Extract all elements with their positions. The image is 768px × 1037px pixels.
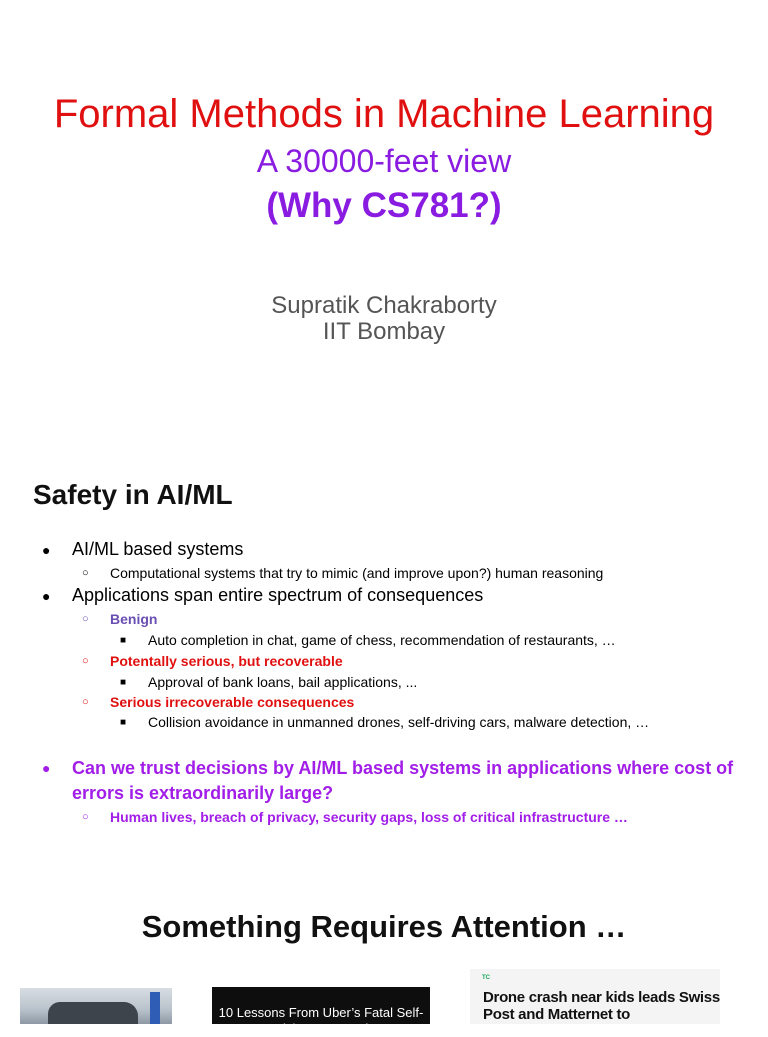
author-name: Supratik Chakraborty (271, 292, 497, 319)
slide-heading: Something Requires Attention … (141, 909, 627, 944)
list-item-text: AI/ML based systems (72, 539, 244, 559)
list-item-text: Computational systems that try to mimic (and improve upon?) human reasoning (110, 565, 604, 581)
bullet-dot-icon: ● (42, 542, 51, 558)
slide-subtitle-course: (Why CS781?) (266, 186, 502, 225)
bullet-circle-icon: ○ (82, 567, 89, 579)
list-item-text: Collision avoidance in unmanned drones, self-driving cars, malware detection, … (148, 714, 650, 730)
question-sub-text: Human lives, breach of privacy, security gaps, loss of critical infrastructure … (110, 809, 628, 825)
bullet-dot-icon: ● (42, 588, 51, 604)
bullet-circle-icon: ○ (82, 811, 89, 823)
pole-image-icon (150, 992, 160, 1024)
article-headline: 10 Lessons From Uber’s Fatal Self-Driving Car Crash (218, 1005, 424, 1036)
list-item-text: Serious irrecoverable consequences (110, 694, 355, 710)
bullet-circle-icon: ○ (82, 613, 89, 625)
car-image-icon (48, 1002, 138, 1024)
bullet-circle-icon: ○ (82, 696, 89, 708)
techcrunch-logo-icon: TC (482, 975, 490, 981)
bullet-circle-icon: ○ (82, 655, 89, 667)
safety-slide (0, 455, 768, 885)
question-text: Can we trust decisions by AI/ML based systems in applications where cost of errors is extraordinarily large? (72, 758, 734, 803)
attention-slide (0, 885, 768, 1036)
list-item-text: Approval of bank loans, bail applications, ... (148, 674, 418, 690)
author-affiliation: IIT Bombay (322, 318, 446, 345)
bullet-square-icon: ■ (120, 677, 127, 688)
bullet-dot-icon: ● (42, 760, 51, 776)
slide-heading: Safety in AI/ML (33, 479, 233, 510)
article-thumbnail-drone (470, 969, 720, 1024)
list-item-text: Auto completion in chat, game of chess, recommendation of restaurants, … (148, 632, 616, 648)
article-thumbnail-uber (212, 987, 430, 1036)
list-item-text: Potentally serious, but recoverable (110, 653, 343, 669)
uber-crash-photo (20, 988, 172, 1024)
bullet-square-icon: ■ (120, 635, 127, 646)
bullet-square-icon: ■ (120, 717, 127, 728)
article-headline: Drone crash near kids leads Swiss Post and Matternet to (483, 989, 720, 1023)
author-block (0, 293, 768, 345)
list-item-text: Applications span entire spectrum of consequences (72, 585, 484, 605)
list-item-text: Benign (110, 611, 158, 627)
title-slide (0, 0, 768, 455)
slide-subtitle: A 30000-feet view (256, 143, 512, 179)
slide-title: Formal Methods in Machine Learning (53, 92, 715, 136)
